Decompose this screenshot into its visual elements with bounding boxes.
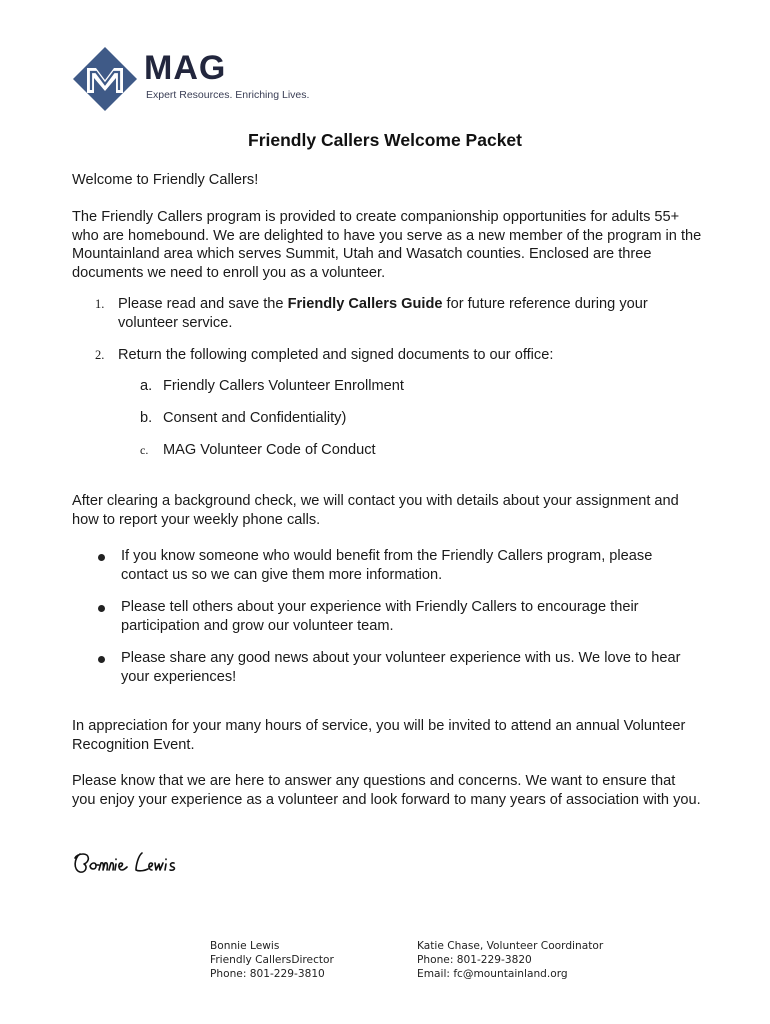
background-check-paragraph: After clearing a background check, we will contact you with details about your assignment and how to report your weekly phone calls. [72, 493, 679, 528]
logo-wordmark: MAG [144, 49, 227, 87]
logo-tagline: Expert Resources. Enriching Lives. [146, 89, 310, 101]
contact-phone: Phone: 801-229-3820 [417, 954, 532, 966]
list-marker: b. [140, 410, 153, 426]
contact-email: Email: fc@mountainland.org [417, 968, 568, 980]
document-item-text: Consent and Confidentiality) [163, 410, 347, 426]
document-item [140, 409, 346, 428]
bullet-text: If you know someone who would benefit from the Friendly Callers program, please contact us so we can give them more information. [121, 548, 653, 583]
contact-name: Katie Chase, Volunteer Coordinator [417, 940, 604, 952]
document-item [140, 377, 404, 396]
list-marker: a. [140, 378, 153, 394]
director-contact [210, 939, 334, 981]
mag-diamond-icon [72, 46, 138, 112]
closing-paragraph: Please know that we are here to answer any questions and concerns. We want to ensure that you enjoy your experience as a volunteer and look forward to many years of association with you. [72, 773, 701, 808]
intro-paragraph: The Friendly Callers program is provided to create companionship opportunities for adults 55+ who are homebound. We are delighted to have you serve as a new member of the program in the Mountainland area which serves Summit, Utah and Wasatch counties. Enclosed are three documents we need to enroll you as a volunteer. [72, 209, 702, 281]
list-marker: c. [140, 443, 149, 457]
appreciation-paragraph: In appreciation for your many hours of service, you will be invited to attend an annual Volunteer Recognition Event. [72, 718, 686, 753]
coordinator-contact [417, 939, 603, 981]
list-marker: 2. [95, 348, 105, 362]
welcome-text: Welcome to Friendly Callers! [72, 172, 259, 188]
contact-name: Bonnie Lewis [210, 940, 280, 952]
handwritten-signature [70, 848, 188, 878]
list-marker: 1. [95, 297, 105, 311]
guide-title: Friendly Callers Guide [287, 296, 443, 312]
bullet-icon [98, 554, 105, 561]
document-item [140, 441, 376, 460]
numbered-item-text: Return the following completed and signed documents to our office: [118, 347, 554, 363]
bullet-text: Please share any good news about your volunteer experience with us. We love to hear your experiences! [121, 650, 681, 685]
document-item-text: Friendly Callers Volunteer Enrollment [163, 378, 404, 394]
bullet-icon [98, 605, 105, 612]
page-title: Friendly Callers Welcome Packet [248, 130, 522, 150]
contact-role: Friendly CallersDirector [210, 954, 334, 966]
contact-phone: Phone: 801-229-3810 [210, 968, 325, 980]
document-item-text: MAG Volunteer Code of Conduct [163, 442, 376, 458]
numbered-item-text: Please read and save the Friendly Callers Guide for future reference during your volunteer service. [118, 296, 648, 331]
mag-logo [72, 46, 332, 112]
bullet-text: Please tell others about your experience with Friendly Callers to encourage their participation and grow our volunteer team. [121, 599, 639, 634]
bullet-icon [98, 656, 105, 663]
